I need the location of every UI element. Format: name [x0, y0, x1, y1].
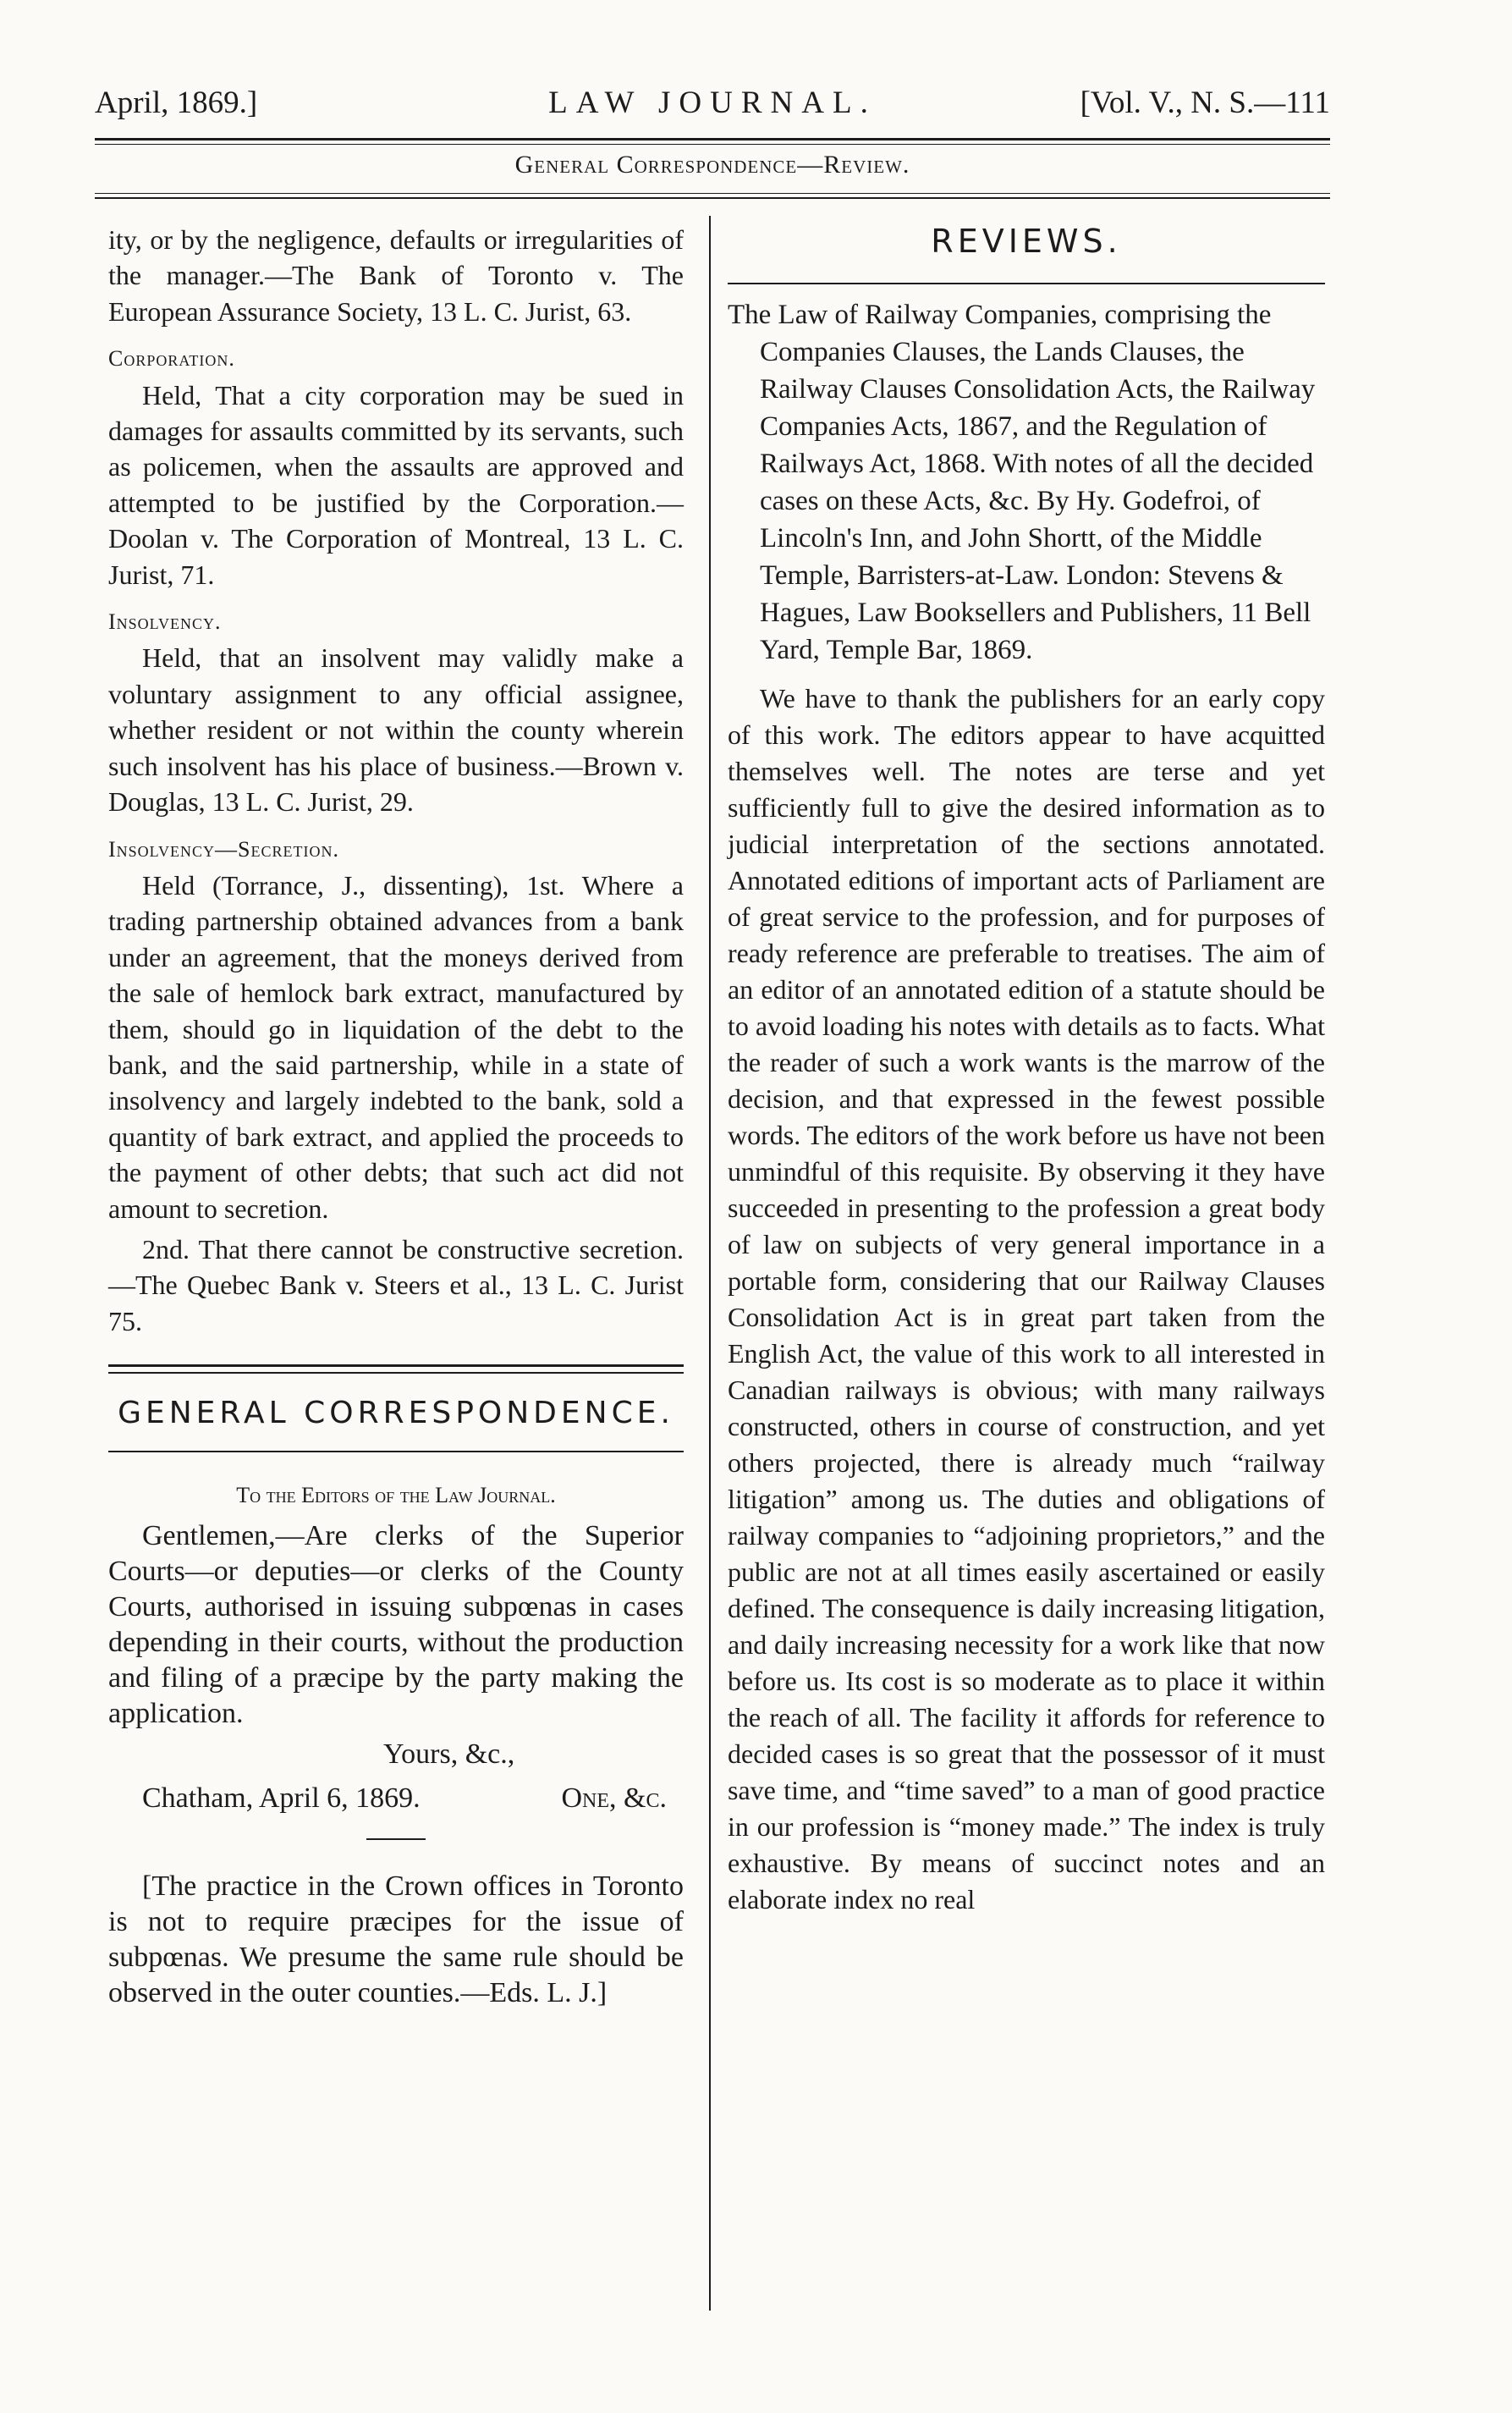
digest-heading-secretion: Insolvency—Secretion. — [108, 836, 339, 862]
section-subheader: General Correspondence—Review. — [514, 151, 910, 179]
subheader-rule-1 — [95, 193, 1330, 194]
issue-date: April, 1869.] — [95, 85, 258, 120]
digest-heading-corporation: Corporation. — [108, 346, 235, 372]
volume-page: [Vol. V., N. S.—111 — [1080, 85, 1330, 120]
digest-entry-insolvency: Held, that an insolvent may validly make a voluntary assignment to any official assignee, whether resident or not within the county wherein such insolvent has his place of business.—Brown v. Douglas, 13 L. C. Jurist, 29. — [108, 642, 684, 818]
correspondence-heading-rule — [108, 1451, 684, 1452]
letter-date: Chatham, April 6, 1869. — [142, 1782, 421, 1814]
digest-continuation: ity, or by the negligence, defaults or irregularities of the manager.—The Bank of Toronto v. The European Assurance Society, 13 L. C. Jurist, 63. — [108, 224, 684, 327]
digest-heading-insolvency: Insolvency. — [108, 609, 222, 635]
letter-body: Gentlemen,—Are clerks of the Superior Courts—or deputies—or clerks of the County Courts, authorised in issuing subpœnas in cases depending in their courts, without the production and filing of a præcipe by the party making the application. — [108, 1520, 684, 1729]
letter-signature: One, &c. — [561, 1782, 667, 1814]
ornamental-rule — [108, 1364, 684, 1374]
letter-closing: Yours, &c., — [383, 1738, 515, 1770]
left-column — [108, 222, 684, 2011]
reviews-heading: REVIEWS. — [931, 223, 1122, 260]
book-citation: The Law of Railway Companies, comprising the Companies Clauses, the Lands Clauses, the Railway Clauses Consolidation Acts, the Railway Companies Acts, 1867, and the Regulation of Railways Act, 1868. With notes of all the decided cases on these Acts, &c. By Hy. Godefroi, of Lincoln's Inn, and John Shortt, of the Middle Temple, Barristers-at-Law. London: Stevens & Hagues, Law Booksellers and Publishers, 11 Bell Yard, Temple Bar, 1869. — [728, 300, 1316, 665]
correspondence-heading: GENERAL CORRESPONDENCE. — [118, 1396, 674, 1431]
letter-place-date — [108, 1781, 684, 1816]
header-rule-thick — [95, 138, 1330, 140]
digest-entry-secretion-2: 2nd. That there cannot be constructive secretion.—The Quebec Bank v. Steers et al., 13 L. C. Jurist 75. — [108, 1233, 684, 1336]
digest-entry-corporation: Held, That a city corporation may be sued in damages for assaults committed by its servants, such as policemen, when the assaults are approved and attempted to be justified by the Corporation.—Doolan v. The Corporation of Montreal, 13 L. C. Jurist, 71. — [108, 379, 684, 590]
journal-title: LAW JOURNAL. — [548, 85, 877, 120]
running-header — [95, 78, 1330, 129]
editors-note: [The practice in the Crown offices in Toronto is not to require præcipes for the issue of subpœnas. We presume the same rule should be observed in the outer counties.—Eds. L. J.] — [108, 1870, 684, 2008]
column-divider — [709, 216, 711, 2311]
review-text: We have to thank the publishers for an early copy of this work. The editors appear to have acquitted themselves well. The notes are terse and yet sufficiently full to give the desired information as to judicial interpretation of the sections annotated. Annotated editions of important acts of Parliament are of great service to the profession, and for purposes of ready reference are preferable to treatises. The aim of an editor of an annotated edition of a statute should be to avoid loading his notes with details as to facts. What the reader of such a work wants is the marrow of the decision, and that expressed in the fewest possible words. The editors of the work before us have not been unmindful of this requisite. By observing it they have succeeded in presenting to the profession a great body of law on subjects of very general importance in a portable form, considering that our Railway Clauses Consolidation Act is in great part taken from the English Act, the value of this work to all interested in Canadian railways is obvious; with many railways constructed, others in course of construction, and yet others projected, there is already much “railway litigation” among us. The duties and obligations of railway companies to “adjoining proprietors,” and the public are not at all times easily ascertained or easily defined. The consequence is daily increasing litigation, and daily increasing necessity for a work like that now before us. Its cost is so moderate as to place it within the reach of all. The facility it affords for reference to decided cases is so great that the possessor of it must save time, and “time saved” to a man of good practice in our profession is “money made.” The index is truly exhaustive. By means of succinct notes and an elaborate index no real — [728, 683, 1325, 1914]
right-column — [728, 222, 1325, 1918]
digest-entry-secretion-1: Held (Torrance, J., dissenting), 1st. Where a trading partnership obtained advances from a bank under an agreement, that the moneys derived from the sale of hemlock bark extract, manufactured by them, should go in liquidation of the debt to the bank, and the said partnership, while in a state of insolvency and largely indebted to the bank, sold a quantity of bark extract, and applied the proceeds to the payment of other debts; that such act did not amount to secretion. — [108, 869, 684, 1224]
subheader-rule-2 — [95, 197, 1330, 199]
letter-end-rule — [366, 1838, 426, 1840]
letter-salutation-line: To the Editors of the Law Journal. — [236, 1482, 556, 1507]
header-rule-thin — [95, 144, 1330, 145]
reviews-heading-rule — [728, 283, 1325, 284]
